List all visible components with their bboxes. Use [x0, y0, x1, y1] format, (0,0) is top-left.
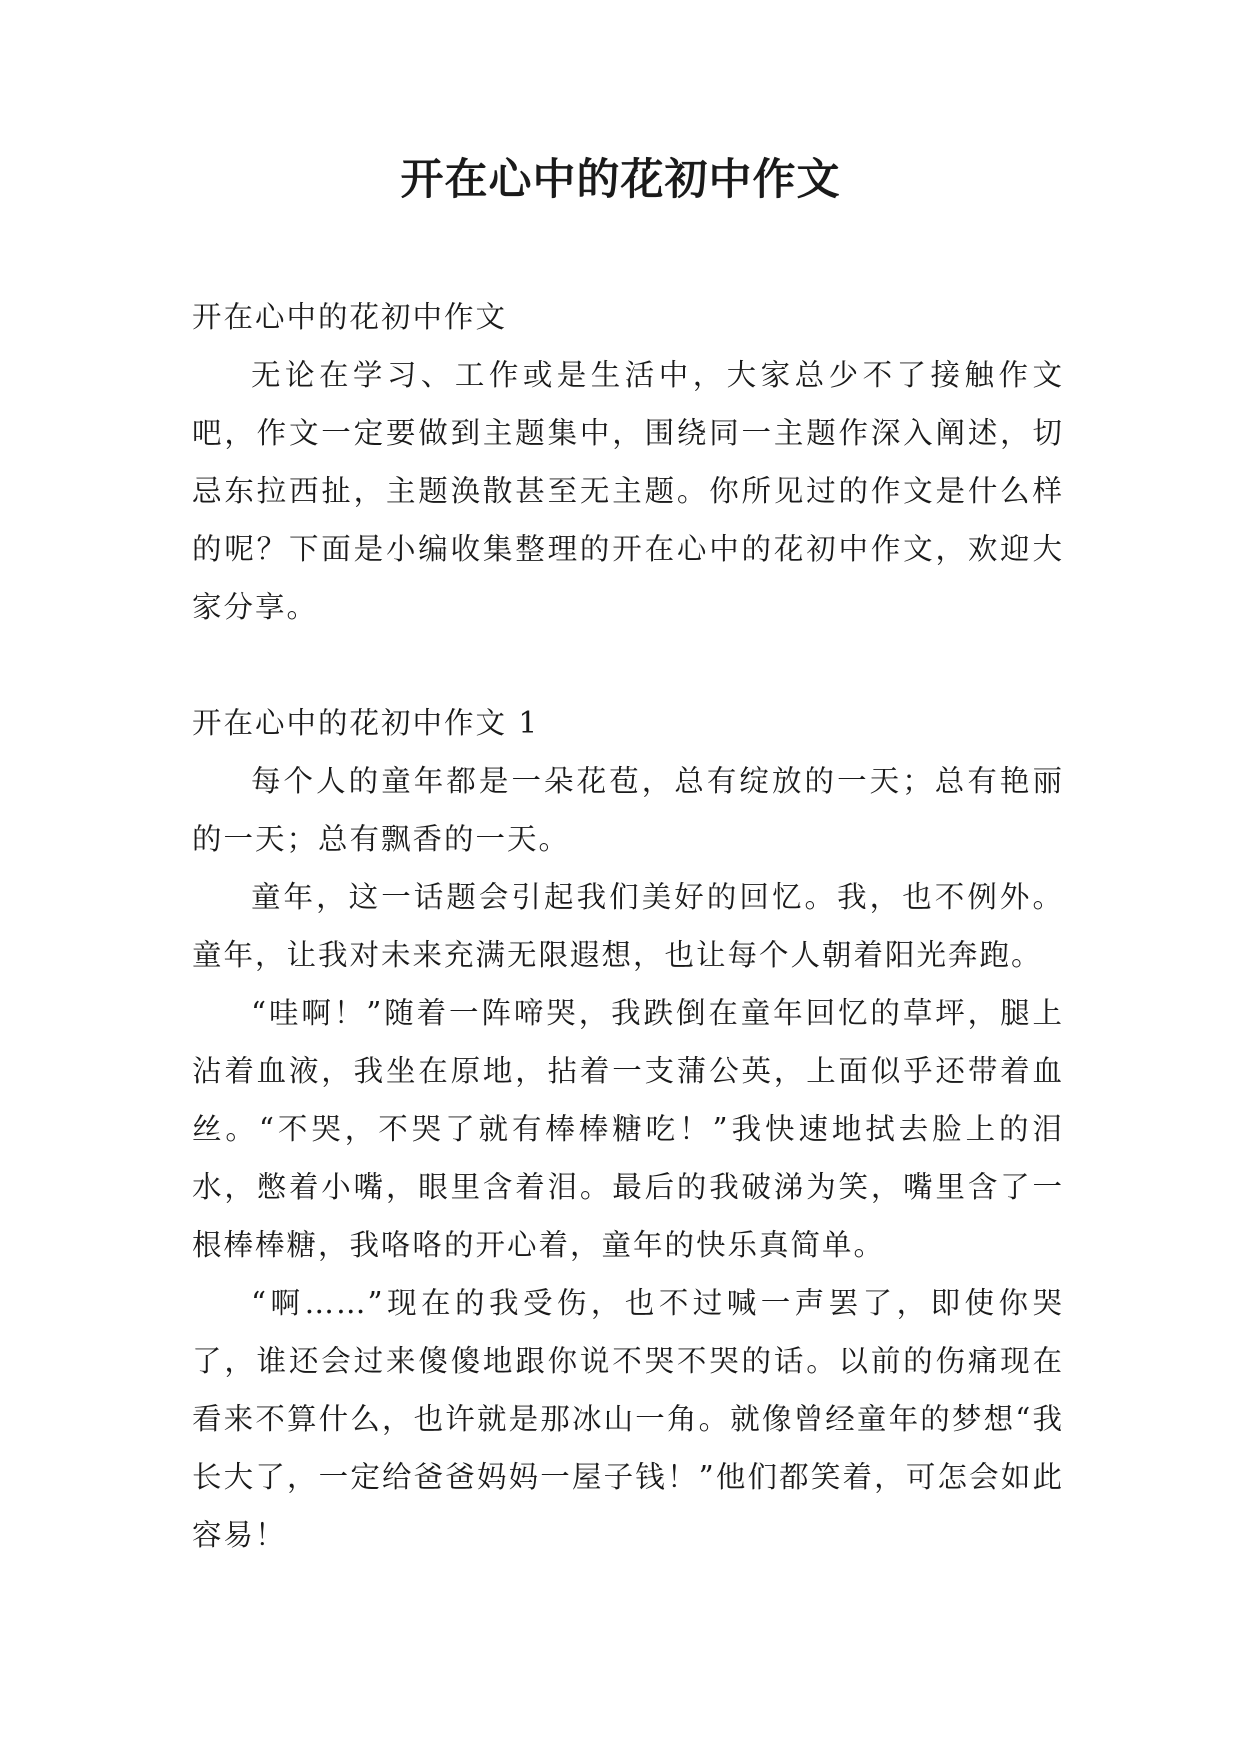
body-paragraph: 每个人的童年都是一朵花苞，总有绽放的一天；总有艳丽的一天；总有飘香的一天。	[192, 764, 1064, 856]
document-body	[192, 288, 1064, 1564]
body-paragraph: “哇啊！”随着一阵啼哭，我跌倒在童年回忆的草坪，腿上沾着血液，我坐在原地，拈着一支蒲公英，上面似乎还带着血丝。“不哭，不哭了就有棒棒糖吃！”我快速地拭去脸上的泪水，憋着小嘴，眼里含着泪。最后的我破涕为笑，嘴里含了一根棒棒糖，我咯咯的开心着，童年的快乐真简单。	[192, 996, 1064, 1262]
intro-heading: 开在心中的花初中作文	[192, 300, 508, 334]
body-paragraph: 童年，这一话题会引起我们美好的回忆。我，也不例外。童年，让我对未来充满无限遐想，也让每个人朝着阳光奔跑。	[192, 880, 1064, 972]
body-paragraph: “啊……”现在的我受伤，也不过喊一声罢了，即使你哭了，谁还会过来傻傻地跟你说不哭不哭的话。以前的伤痛现在看来不算什么，也许就是那冰山一角。就像曾经童年的梦想“我长大了，一定给爸爸妈妈一屋子钱！”他们都笑着，可怎会如此容易！	[192, 1286, 1064, 1552]
document-title: 开在心中的花初中作文	[400, 155, 841, 205]
section-heading: 开在心中的花初中作文 1	[192, 706, 540, 740]
section-spacer	[192, 636, 1064, 694]
intro-paragraph: 无论在学习、工作或是生活中，大家总少不了接触作文吧，作文一定要做到主题集中，围绕同一主题作深入阐述，切忌东拉西扯，主题涣散甚至无主题。你所见过的作文是什么样的呢？下面是小编收集整理的开在心中的花初中作文，欢迎大家分享。	[192, 358, 1064, 624]
